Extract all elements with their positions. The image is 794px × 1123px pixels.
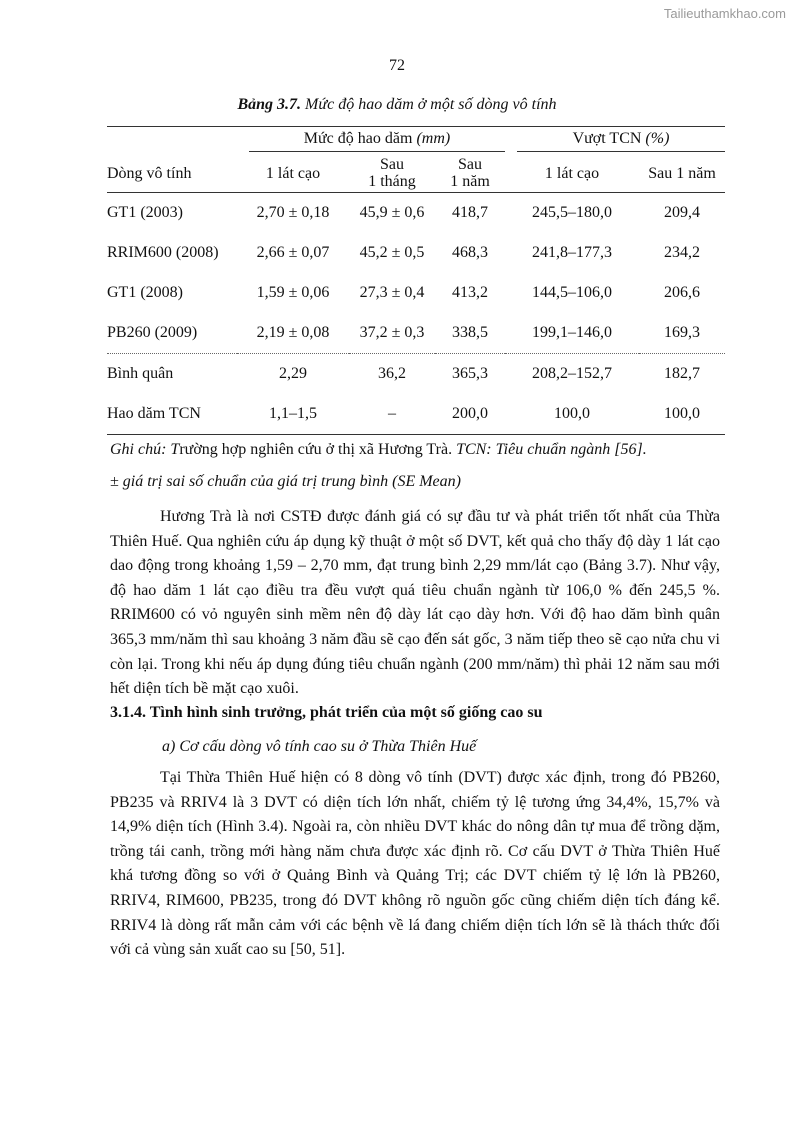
- row-sau-1-thang: 45,2 ± 0,5: [359, 244, 425, 261]
- row-vuot-sau-1-nam: 182,7: [639, 354, 725, 395]
- row-sau-1-thang: 27,3 ± 0,4: [359, 284, 425, 301]
- row-sau-1-nam: 338,5: [452, 324, 488, 341]
- row-vuot-1lat: 208,2–152,7: [505, 354, 639, 395]
- table-row: [107, 273, 725, 313]
- note-tail: TCN: Tiêu chuẩn ngành [56].: [456, 441, 647, 458]
- table-note-line-2: ± giá trị sai số chuẩn của giá trị trung bình (SE Mean): [110, 473, 461, 490]
- section-heading: 3.1.4. Tình hình sinh trưởng, phát triển của một số giống cao su: [110, 704, 543, 721]
- row-1lat: 1,1–1,5: [237, 394, 349, 435]
- group-vuot-unit: (%): [645, 129, 670, 147]
- row-1lat: 2,66 ± 0,07: [256, 244, 330, 261]
- watermark: Tailieuthamkhao.com: [663, 6, 786, 21]
- row-1lat: 2,70 ± 0,18: [256, 204, 330, 221]
- row-vuot-sau-1-nam: 100,0: [639, 394, 725, 435]
- note-plain: rường hợp nghiên cứu ở thị xã Hương Trà.: [179, 441, 453, 458]
- row-1lat: 1,59 ± 0,06: [256, 284, 330, 301]
- page-number: 72: [389, 57, 405, 74]
- group-header-vuot: [505, 127, 725, 155]
- row-vuot-1lat: 241,8–177,3: [532, 244, 612, 261]
- row-vuot-sau-1-nam: 169,3: [664, 324, 700, 341]
- table-caption: [0, 96, 794, 114]
- col-header-sau-1-thang-b: 1 tháng: [368, 173, 416, 190]
- group-hao-dam-label: Mức độ hao dăm: [303, 129, 413, 147]
- table-caption-text: Mức độ hao dăm ở một số dòng vô tính: [305, 96, 557, 113]
- group-vuot-label: Vượt TCN: [572, 129, 642, 147]
- table-row: [107, 313, 725, 354]
- note-label: Ghi chú: T: [110, 441, 180, 458]
- row-vuot-1lat: 100,0: [505, 394, 639, 435]
- row-vuot-1lat: 144,5–106,0: [532, 284, 612, 301]
- row-vuot-sau-1-nam: 206,6: [664, 284, 700, 301]
- subheading: a) Cơ cấu dòng vô tính cao su ở Thừa Thiên Huế: [162, 738, 477, 755]
- group-empty-cell: [107, 127, 237, 155]
- summary-row-binh-quan: [107, 354, 725, 395]
- row-vuot-sau-1-nam: 209,4: [664, 204, 700, 221]
- row-1lat: 2,29: [237, 354, 349, 395]
- row-sau-1-thang: –: [349, 394, 435, 435]
- col-header-name: Dòng vô tính: [107, 154, 237, 193]
- col-header-sau-1-thang: [349, 154, 435, 193]
- table-row: [107, 193, 725, 234]
- table-row: [107, 233, 725, 273]
- paragraph-huong-tra: Hương Trà là nơi CSTĐ được đánh giá có sự đầu tư và phát triển tốt nhất của Thừa Thiên Huế. Qua nghiên cứu áp dụng kỹ thuật ở một số DVT, kết quả cho thấy độ dày 1 lát cạo dao động trong khoảng 1,59 – 2,70 mm, đạt trung bình 2,29 mm/lát cạo (Bảng 3.7). Như vậy, độ hao dăm 1 lát cạo điều tra đều vượt quá tiêu chuẩn ngành từ 106,0 % đến 245,5 %. RRIM600 có vỏ nguyên sinh mềm nên độ dày lát cạo dày hơn. Với độ hao dăm bình quân 365,3 mm/năm thì sau khoảng 3 năm đầu sẽ cạo đến sát gốc, 3 năm tiếp theo sẽ cạo nửa chu vi còn lại. Trong khi nếu áp dụng đúng tiêu chuẩn ngành (200 mm/năm) thì phải 12 năm sau mới hết diện tích bề mặt cạo xuôi.: [110, 508, 720, 698]
- row-sau-1-nam: 413,2: [452, 284, 488, 301]
- row-sau-1-nam: 468,3: [452, 244, 488, 261]
- col-header-sau-1-nam: [435, 154, 505, 193]
- row-sau-1-nam: 200,0: [435, 394, 505, 435]
- paragraph-co-cau-dvt: Tại Thừa Thiên Huế hiện có 8 dòng vô tính (DVT) được xác định, trong đó PB260, PB235 và RRIV4 là 3 DVT có diện tích lớn nhất, chiếm tỷ lệ tương ứng 34,4%, 15,7% và 14,9% diện tích (Hình 3.4). Ngoài ra, còn nhiều DVT khác do nông dân tự mua để trồng dặm, trồng tái canh, trồng mới hàng năm chưa được xác định rõ. Cơ cấu DVT ở Thừa Thiên Huế khá tương đồng so với ở Quảng Bình và Quảng Trị; các DVT chiếm tỷ lệ lớn là PB260, RRIV4, RIM600, PB235, trong đó DVT không rõ nguồn gốc cũng chiếm diện tích đáng kể. RRIV4 là dòng rất mẫn cảm với các bệnh về lá đang chiếm diện tích lớn sẽ là thách thức đối với cả vùng sản xuất cao su [50, 51].: [110, 769, 720, 959]
- group-hao-dam-unit: (mm): [416, 129, 451, 147]
- row-vuot-1lat: 245,5–180,0: [532, 204, 612, 221]
- row-vuot-sau-1-nam: 234,2: [664, 244, 700, 261]
- row-1lat: 2,19 ± 0,08: [256, 324, 330, 341]
- row-sau-1-thang: 37,2 ± 0,3: [359, 324, 425, 341]
- row-name: GT1 (2008): [107, 284, 183, 301]
- table-note-line-1: [110, 441, 730, 459]
- col-header-sau-1-nam-b: 1 năm: [450, 173, 490, 190]
- row-name: GT1 (2003): [107, 204, 183, 221]
- row-sau-1-thang: 45,9 ± 0,6: [359, 204, 425, 221]
- row-sau-1-nam: 418,7: [452, 204, 488, 221]
- row-name: RRIM600 (2008): [107, 244, 219, 261]
- row-name: PB260 (2009): [107, 324, 198, 341]
- row-sau-1-thang: 36,2: [349, 354, 435, 395]
- row-sau-1-nam: 365,3: [435, 354, 505, 395]
- table-caption-label: Bảng 3.7.: [237, 96, 302, 113]
- row-name: Hao dăm TCN: [107, 394, 237, 435]
- col-header-sau-1-nam-a: Sau: [458, 156, 482, 173]
- hao-dam-table: [107, 126, 725, 435]
- row-vuot-1lat: 199,1–146,0: [532, 324, 612, 341]
- col-header-vuot-1lat: 1 lát cạo: [505, 154, 639, 193]
- col-header-sau-1-thang-a: Sau: [380, 156, 404, 173]
- group-header-hao-dam: [237, 127, 505, 155]
- row-name: Bình quân: [107, 354, 237, 395]
- summary-row-hao-dam-tcn: [107, 394, 725, 435]
- col-header-vuot-sau-1-nam: Sau 1 năm: [639, 154, 725, 193]
- col-header-1lat: 1 lát cạo: [237, 154, 349, 193]
